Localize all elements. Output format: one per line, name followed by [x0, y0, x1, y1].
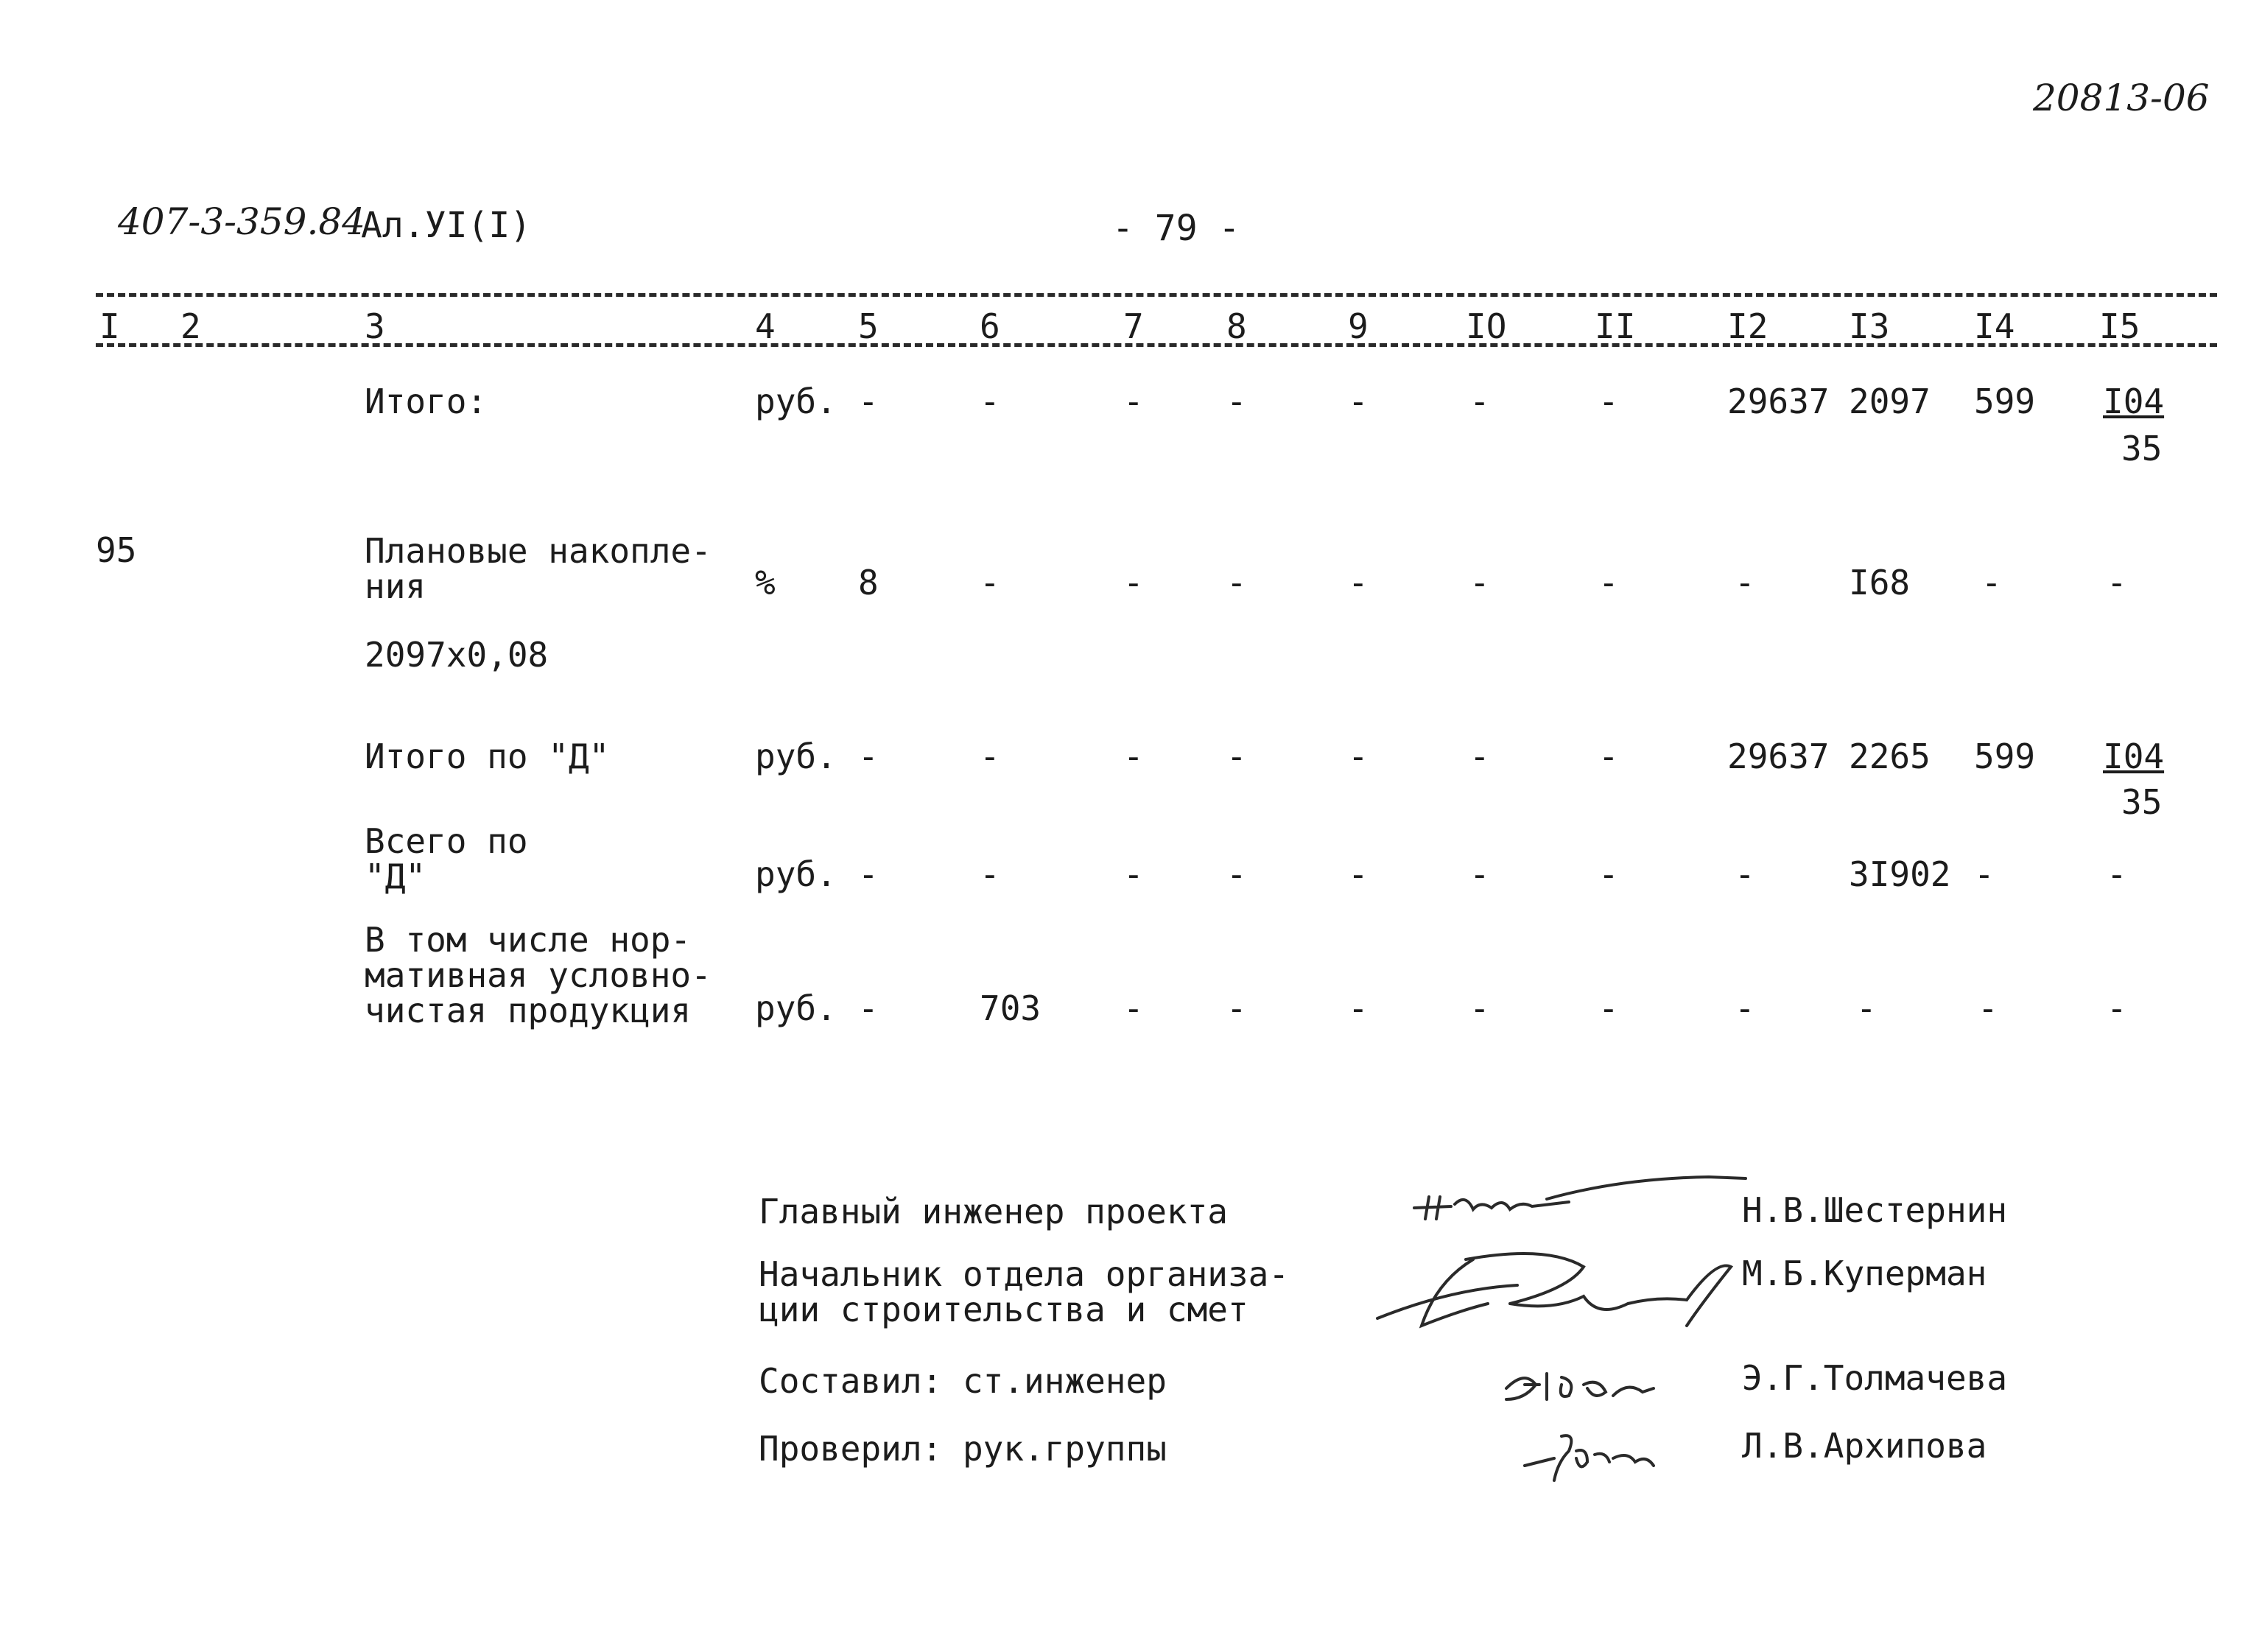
- row-cell-15: -: [2107, 563, 2127, 602]
- handwritten-signature-3: [1495, 1355, 1665, 1414]
- row-cell-11: -: [1598, 854, 1619, 894]
- signature-role: Начальник отдела организа- ции строительства и смет: [759, 1254, 1290, 1329]
- row-cell-8: -: [1226, 382, 1247, 421]
- corner-number: 20813-06: [2033, 77, 2210, 119]
- row-cell-6: -: [980, 382, 1000, 421]
- column-header-5: 5: [858, 306, 879, 346]
- row-cell-6: 703: [980, 988, 1042, 1028]
- row-cell-7: -: [1123, 737, 1144, 776]
- row-cell-8: -: [1226, 563, 1247, 602]
- row-cell-8: -: [1226, 854, 1247, 894]
- row-name: В том числе нор- мативная условно- чистая продукция: [365, 920, 712, 1030]
- row-cell-10: -: [1469, 382, 1490, 421]
- row-cell-9: -: [1348, 563, 1369, 602]
- signature-person: М.Б.Куперман: [1742, 1254, 1987, 1293]
- row-cell-14: 599: [1974, 737, 2036, 776]
- row-cell-6: -: [980, 854, 1000, 894]
- column-header-15: I5: [2099, 306, 2140, 346]
- row-cell-15: I04: [2103, 382, 2165, 421]
- column-header-14: I4: [1974, 306, 2015, 346]
- row-cell-7: -: [1123, 854, 1144, 894]
- column-header-10: IO: [1466, 306, 1507, 346]
- row-cell-12: -: [1735, 563, 1755, 602]
- row-cell-7: -: [1123, 988, 1144, 1028]
- row-cell-10: -: [1469, 854, 1490, 894]
- row-unit: руб.: [755, 737, 837, 776]
- project-code: 407-3-359.84: [118, 200, 365, 243]
- handwritten-signature-2: [1363, 1215, 1746, 1340]
- row-cell-11: -: [1598, 737, 1619, 776]
- column-header-9: 9: [1348, 306, 1369, 346]
- row-cell-15-second-line: 35: [2121, 782, 2163, 822]
- row-cell-7: -: [1123, 563, 1144, 602]
- signature-person: Л.В.Архипова: [1742, 1426, 1987, 1466]
- row-unit: руб.: [755, 854, 837, 894]
- row-cell-15: -: [2107, 854, 2127, 894]
- header-divider-bottom: [96, 343, 2217, 347]
- row-cell-14: -: [1981, 563, 2002, 602]
- row-cell-12: -: [1735, 988, 1755, 1028]
- row-unit: руб.: [755, 988, 837, 1028]
- row-cell-10: -: [1469, 563, 1490, 602]
- row-cell-5: -: [858, 988, 879, 1028]
- row-cell-13: I68: [1849, 563, 1911, 602]
- header-divider-top: [96, 293, 2217, 297]
- row-unit: %: [755, 563, 776, 602]
- row-cell-8: -: [1226, 737, 1247, 776]
- row-cell-11: -: [1598, 382, 1619, 421]
- row-cell-5: -: [858, 854, 879, 894]
- row-number: 95: [96, 530, 137, 570]
- row-cell-9: -: [1348, 854, 1369, 894]
- row-cell-5: -: [858, 382, 879, 421]
- row-cell-12: 29637: [1727, 737, 1830, 776]
- column-header-1: I: [99, 306, 120, 346]
- row-name: Плановые накопле- ния: [365, 531, 712, 606]
- row-cell-13: 2265: [1849, 737, 1931, 776]
- row-cell-6: -: [980, 737, 1000, 776]
- row-cell-9: -: [1348, 988, 1369, 1028]
- column-header-11: II: [1595, 306, 1636, 346]
- row-cell-13: 3I902: [1849, 854, 1951, 894]
- row-cell-9: -: [1348, 737, 1369, 776]
- row-cell-10: -: [1469, 737, 1490, 776]
- row-cell-13: 2097: [1849, 382, 1931, 421]
- row-cell-11: -: [1598, 563, 1619, 602]
- row-cell-14: -: [1978, 988, 1998, 1028]
- row-cell-9: -: [1348, 382, 1369, 421]
- column-header-4: 4: [755, 306, 776, 346]
- column-header-13: I3: [1849, 306, 1890, 346]
- column-header-3: 3: [365, 306, 385, 346]
- row-cell-13: -: [1856, 988, 1877, 1028]
- signature-person: Н.В.Шестернин: [1742, 1190, 2008, 1230]
- column-header-12: I2: [1727, 306, 1768, 346]
- signature-person: Э.Г.Толмачева: [1742, 1358, 2008, 1398]
- column-header-7: 7: [1123, 306, 1144, 346]
- row-cell-12: 29637: [1727, 382, 1830, 421]
- signature-role: Проверил: рук.группы: [759, 1429, 1167, 1469]
- row-name: Итого:: [365, 382, 488, 421]
- row-note: 2097х0,08: [365, 635, 549, 675]
- column-header-6: 6: [980, 306, 1000, 346]
- column-header-8: 8: [1226, 306, 1247, 346]
- page-number: - 79 -: [1112, 208, 1240, 249]
- handwritten-signature-4: [1517, 1421, 1665, 1488]
- row-cell-14: 599: [1974, 382, 2036, 421]
- row-cell-14: -: [1974, 854, 1995, 894]
- album-number: Ал.УI(I): [361, 205, 532, 246]
- row-cell-8: -: [1226, 988, 1247, 1028]
- row-cell-15: I04: [2103, 737, 2165, 776]
- row-name: Всего по "Д": [365, 821, 528, 896]
- row-name: Итого по "Д": [365, 737, 610, 776]
- row-cell-5: 8: [858, 563, 879, 602]
- row-cell-6: -: [980, 563, 1000, 602]
- row-cell-7: -: [1123, 382, 1144, 421]
- signature-role: Составил: ст.инженер: [759, 1361, 1167, 1401]
- signature-role: Главный инженер проекта: [759, 1192, 1228, 1231]
- row-cell-5: -: [858, 737, 879, 776]
- column-header-2: 2: [180, 306, 201, 346]
- row-cell-10: -: [1469, 988, 1490, 1028]
- row-cell-15-second-line: 35: [2121, 429, 2163, 468]
- row-cell-12: -: [1735, 854, 1755, 894]
- row-cell-11: -: [1598, 988, 1619, 1028]
- row-unit: руб.: [755, 382, 837, 421]
- row-cell-15: -: [2107, 988, 2127, 1028]
